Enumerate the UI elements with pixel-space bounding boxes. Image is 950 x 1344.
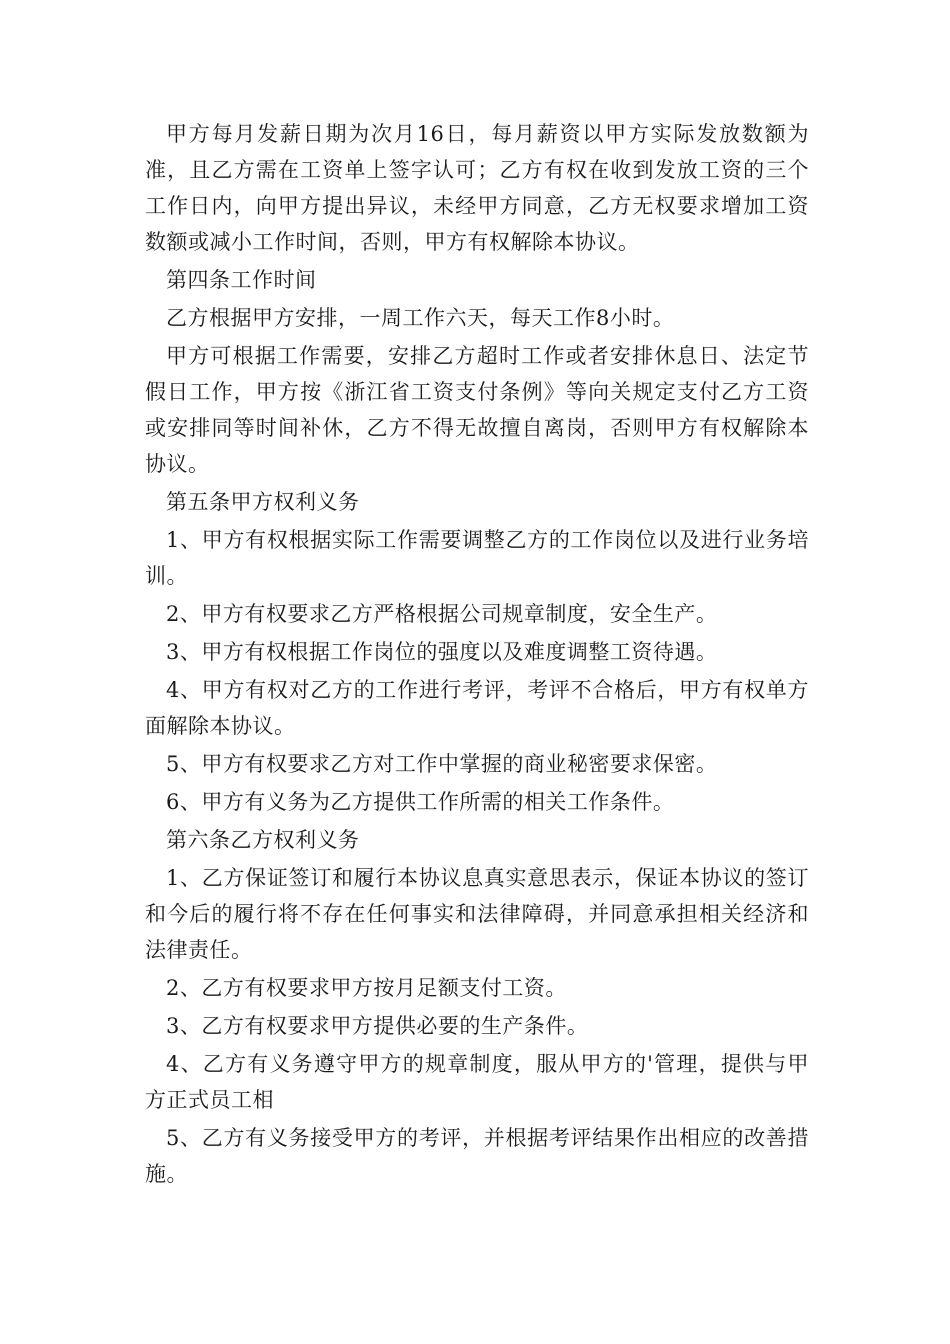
list-item-party-a-5: 5、甲方有权要求乙方对工作中掌握的商业秘密要求保密。 xyxy=(166,752,718,776)
list-item-party-a-2: 2、甲方有权要求乙方严格根据公司规章制度，安全生产。 xyxy=(166,602,718,626)
list-item-party-b-5: 5、乙方有义务接受甲方的考评，并根据考评结果作出相应的改善措施。 xyxy=(145,1126,809,1186)
heading-article-4: 第四条工作时间 xyxy=(166,268,317,292)
list-item-party-b-3: 3、乙方有权要求甲方提供必要的生产条件。 xyxy=(166,1014,589,1038)
list-item-party-b-1: 1、乙方保证签订和履行本协议息真实意思表示，保证本协议的签订和今后的履行将不存在任何事实和法律障碍，并同意承担相关经济和法律责任。 xyxy=(145,866,809,962)
list-item-party-b-4: 4、乙方有义务遵守甲方的规章制度，服从甲方的'管理，提供与甲方正式员工相 xyxy=(145,1052,809,1112)
list-item-party-a-6: 6、甲方有义务为乙方提供工作所需的相关工作条件。 xyxy=(166,790,675,814)
paragraph-overtime: 甲方可根据工作需要，安排乙方超时工作或者安排休息日、法定节假日工作，甲方按《浙江省工资支付条例》等向关规定支付乙方工资或安排同等时间补休，乙方不得无故擅自离岗，否则甲方有权解除本协议。 xyxy=(145,344,809,476)
document-body xyxy=(145,116,809,1192)
list-item-party-a-1: 1、甲方有权根据实际工作需要调整乙方的工作岗位以及进行业务培训。 xyxy=(145,528,809,588)
heading-article-6: 第六条乙方权利义务 xyxy=(166,828,360,852)
list-item-party-a-3: 3、甲方有权根据工作岗位的强度以及难度调整工资待遇。 xyxy=(166,640,718,664)
heading-article-5: 第五条甲方权利义务 xyxy=(166,490,360,514)
paragraph-salary-payment: 甲方每月发薪日期为次月16日，每月薪资以甲方实际发放数额为准，且乙方需在工资单上签字认可；乙方有权在收到发放工资的三个工作日内，向甲方提出异议，未经甲方同意，乙方无权要求增加工资数额或减小工作时间，否则，甲方有权解除本协议。 xyxy=(145,122,809,254)
paragraph-work-schedule: 乙方根据甲方安排，一周工作六天，每天工作8小时。 xyxy=(166,306,675,330)
list-item-party-a-4: 4、甲方有权对乙方的工作进行考评，考评不合格后，甲方有权单方面解除本协议。 xyxy=(145,678,809,738)
list-item-party-b-2: 2、乙方有权要求甲方按月足额支付工资。 xyxy=(166,976,567,1000)
